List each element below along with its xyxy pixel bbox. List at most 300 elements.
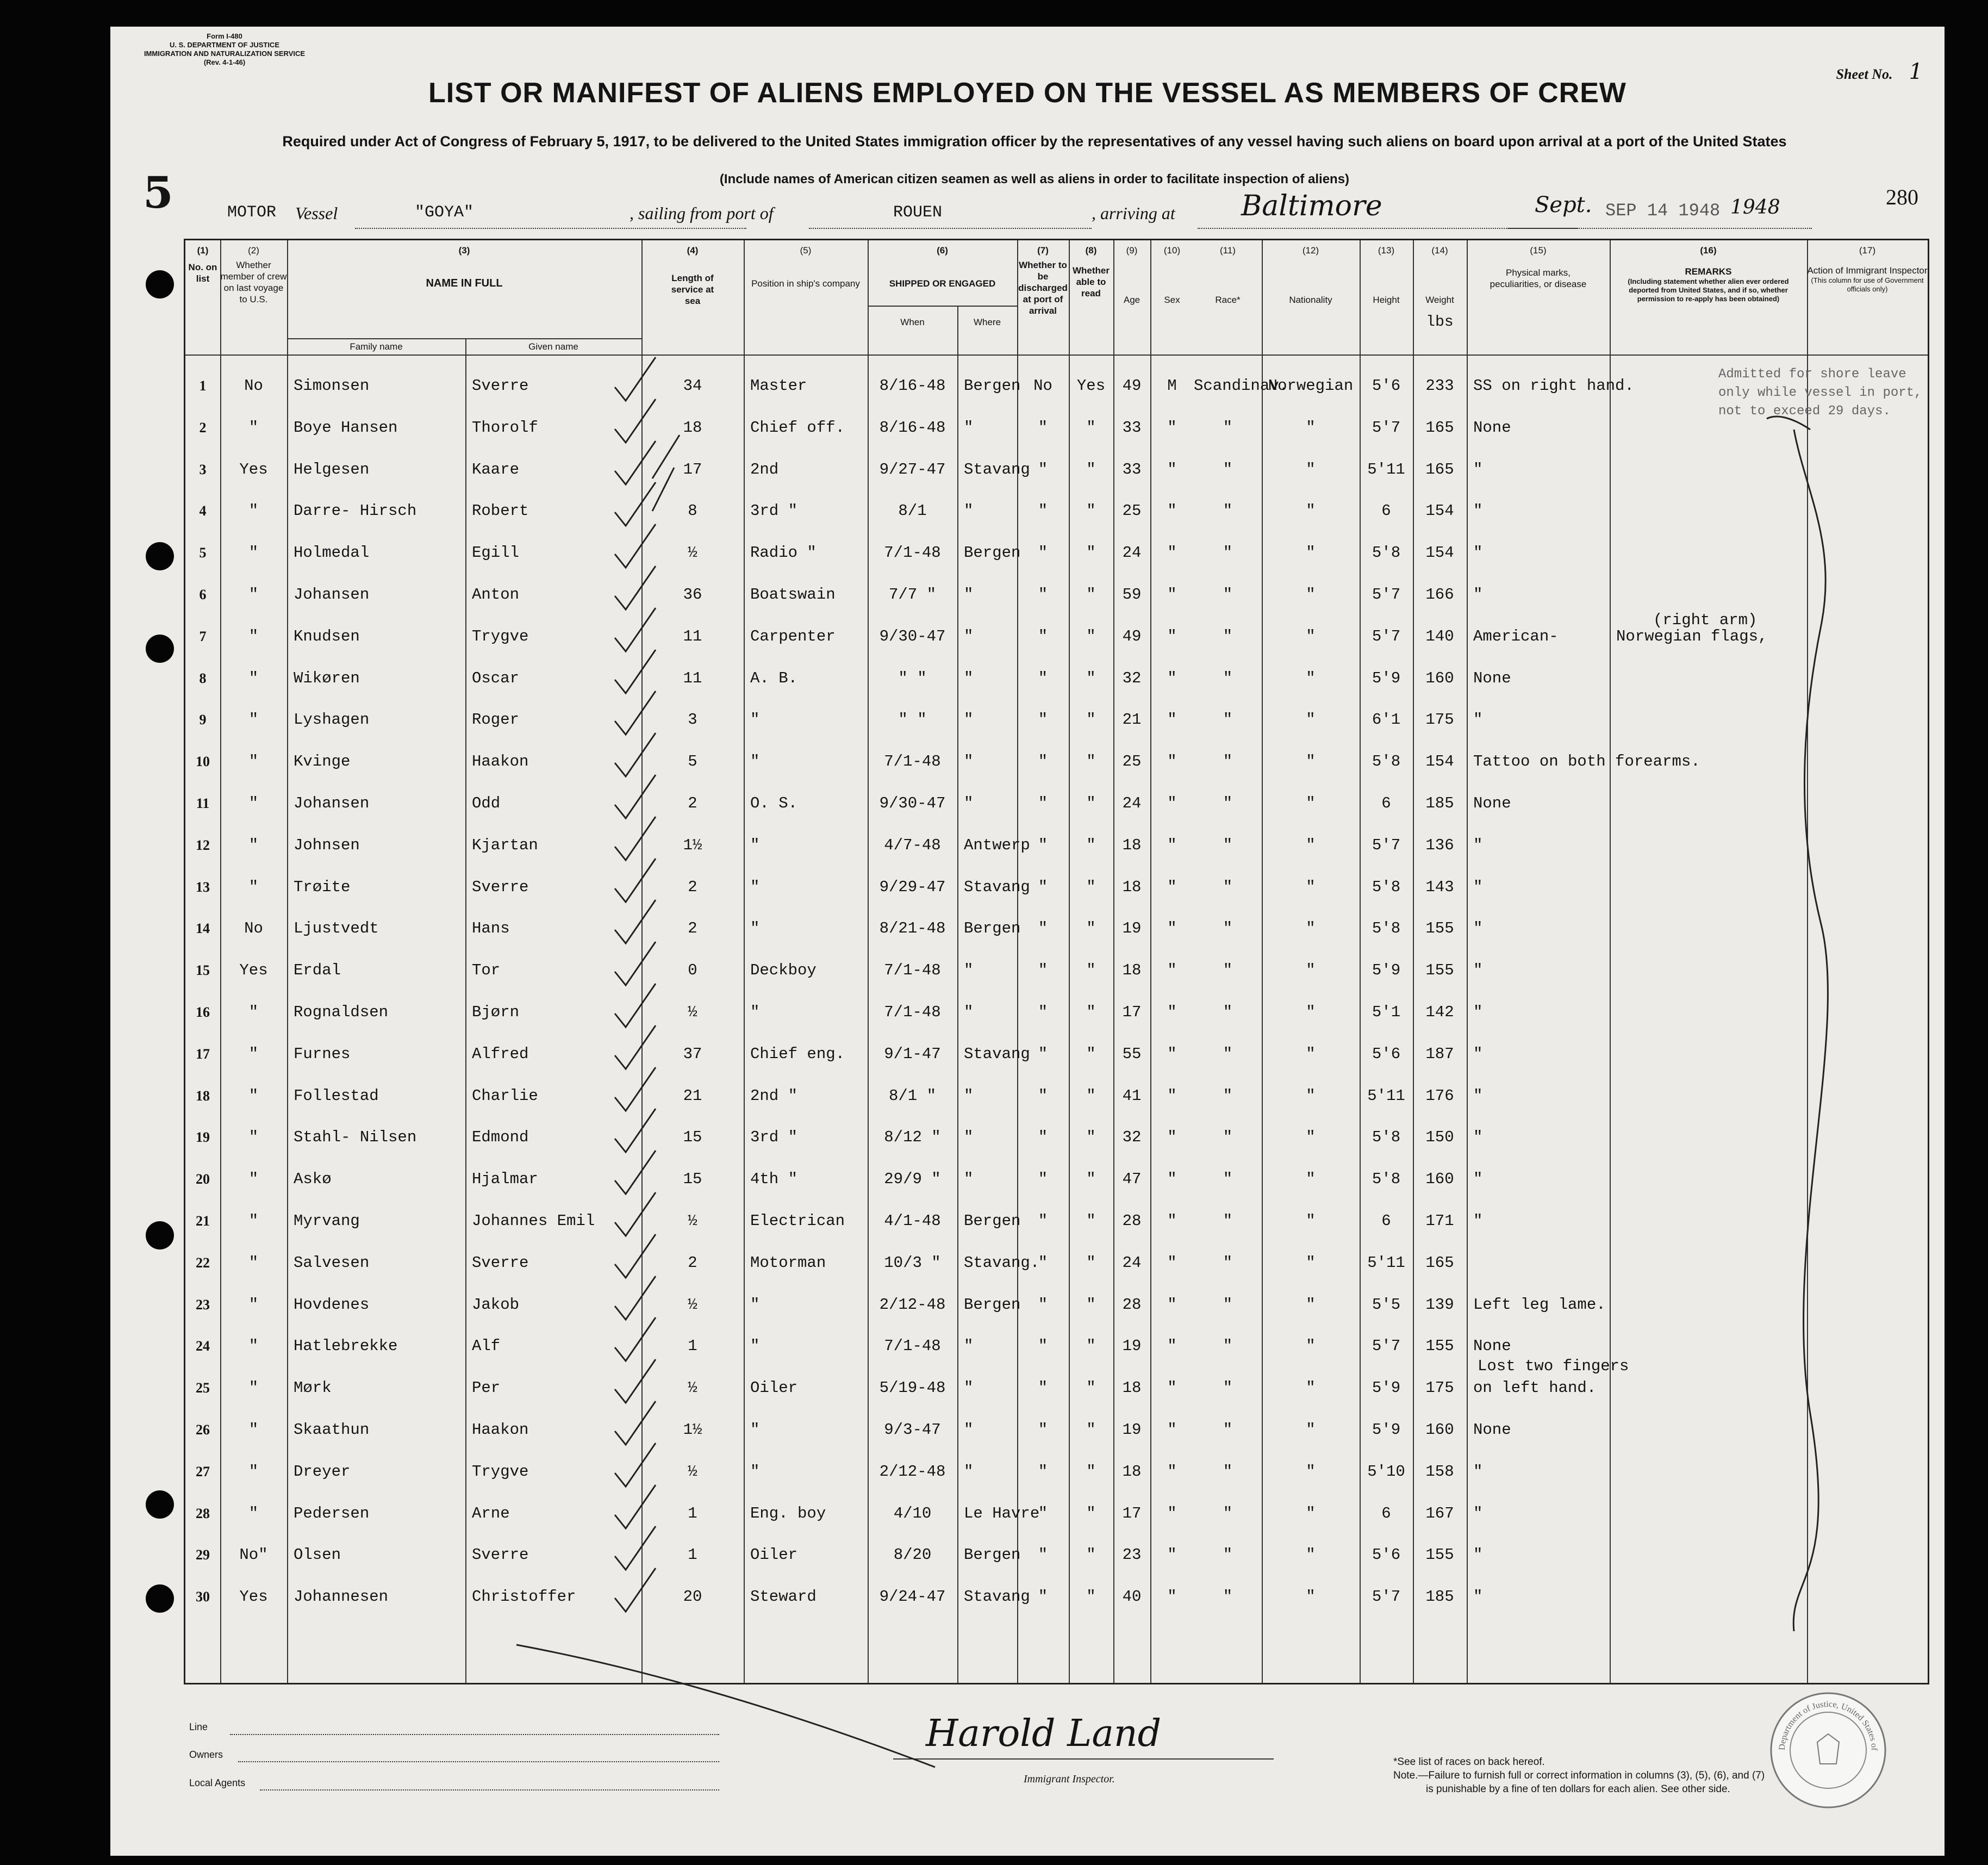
row-number: 5 xyxy=(199,545,207,561)
prev-voyage: " xyxy=(248,794,259,812)
physical-marks: " xyxy=(1473,961,1483,980)
position: O. S. xyxy=(750,794,798,812)
race: " xyxy=(1223,794,1233,812)
family-name: Kvinge xyxy=(294,753,351,771)
service-length: ½ xyxy=(688,544,697,562)
engaged-when: 9/30-47 xyxy=(879,627,946,645)
race: " xyxy=(1223,919,1233,938)
prev-voyage: " xyxy=(248,502,259,520)
weight: 136 xyxy=(1425,836,1454,854)
discharge: " xyxy=(1038,1337,1048,1356)
given-name: Hans xyxy=(472,919,510,938)
engaged-where: " xyxy=(964,586,974,604)
prev-voyage: " xyxy=(248,1128,259,1147)
family-name: Lyshagen xyxy=(294,711,370,729)
family-name: Dreyer xyxy=(294,1462,351,1481)
row-number: 30 xyxy=(196,1589,210,1605)
able-read: " xyxy=(1086,1379,1096,1397)
age: 28 xyxy=(1122,1295,1142,1314)
able-read: " xyxy=(1086,1337,1096,1356)
discharge: " xyxy=(1038,711,1048,729)
discharge: " xyxy=(1038,1253,1048,1272)
physical-marks: None xyxy=(1473,794,1511,812)
row-number: 25 xyxy=(196,1380,210,1396)
weight: 155 xyxy=(1425,961,1454,980)
height: 5'7 xyxy=(1372,836,1401,854)
engaged-when: 8/16-48 xyxy=(879,377,946,395)
weight: 160 xyxy=(1425,1170,1454,1189)
weight: 165 xyxy=(1425,460,1454,478)
age: 17 xyxy=(1122,1003,1142,1021)
engaged-when: 7/1-48 xyxy=(884,1003,941,1021)
weight: 154 xyxy=(1425,753,1454,771)
family-name: Trøite xyxy=(294,878,351,896)
service-length: 2 xyxy=(688,794,697,812)
vessel-label: Vessel xyxy=(295,203,338,223)
age: 28 xyxy=(1122,1212,1142,1230)
height: 5'7 xyxy=(1372,418,1401,437)
physical-marks: SS on right hand. xyxy=(1473,377,1634,395)
physical-marks: " xyxy=(1473,1170,1483,1189)
nationality: " xyxy=(1306,1128,1316,1147)
prev-voyage: " xyxy=(248,1003,259,1021)
position: Electrican xyxy=(750,1212,845,1230)
page-stamp: 280 xyxy=(1886,185,1918,209)
col14-header: (14) Weight lbs xyxy=(1425,245,1454,331)
race: " xyxy=(1223,1337,1233,1356)
sex: " xyxy=(1167,1546,1177,1564)
engaged-where: Stavang xyxy=(964,878,1030,896)
sailing-port: ROUEN xyxy=(893,203,943,222)
prev-voyage: No xyxy=(244,377,263,395)
race: " xyxy=(1223,460,1233,478)
weight: 165 xyxy=(1425,418,1454,437)
owners-label: Owners xyxy=(189,1749,223,1760)
position: " xyxy=(750,836,760,854)
position: Oiler xyxy=(750,1379,798,1397)
nationality: " xyxy=(1306,1379,1316,1397)
nationality: " xyxy=(1306,836,1316,854)
sex: " xyxy=(1167,460,1177,478)
row-number: 9 xyxy=(199,712,207,728)
able-read: " xyxy=(1086,961,1096,980)
prev-voyage: No xyxy=(244,919,263,938)
row-number: 3 xyxy=(199,461,207,477)
nationality: " xyxy=(1306,919,1316,938)
engaged-where: Bergen xyxy=(964,377,1021,395)
race: " xyxy=(1223,1295,1233,1314)
discharge: " xyxy=(1038,1462,1048,1481)
col3-family-header: Family name xyxy=(350,341,403,352)
prev-voyage: Yes xyxy=(239,460,268,478)
given-name: Charlie xyxy=(472,1086,538,1105)
engaged-when: 2/12-48 xyxy=(879,1462,946,1481)
row-number: 4 xyxy=(199,503,207,519)
able-read: " xyxy=(1086,418,1096,437)
nationality: " xyxy=(1306,1421,1316,1439)
service-length: 37 xyxy=(683,1045,702,1063)
arrival-date-stamp: SEP 14 1948 xyxy=(1605,201,1721,221)
sex: " xyxy=(1167,502,1177,520)
nationality: " xyxy=(1306,753,1316,771)
race: " xyxy=(1223,753,1233,771)
note-fine-cont: is punishable by a fine of ten dollars for each alien. See other side. xyxy=(1426,1783,1730,1795)
row-number: 21 xyxy=(196,1213,210,1229)
sex: " xyxy=(1167,794,1177,812)
svg-text:Department of Justice, United: Department of Justice, United States of xyxy=(1777,1699,1879,1751)
family-name: Hovdenes xyxy=(294,1295,370,1314)
age: 59 xyxy=(1122,586,1142,604)
position: " xyxy=(750,1421,760,1439)
service-length: 15 xyxy=(683,1170,702,1189)
position: Deckboy xyxy=(750,961,817,980)
service-length: 17 xyxy=(683,460,702,478)
position: Radio " xyxy=(750,544,817,562)
nationality: " xyxy=(1306,460,1316,478)
physical-marks: None xyxy=(1473,1337,1511,1356)
discharge: " xyxy=(1038,1003,1048,1021)
weight: 175 xyxy=(1425,1379,1454,1397)
given-name: Egill xyxy=(472,544,520,562)
sex: " xyxy=(1167,544,1177,562)
height: 5'8 xyxy=(1372,1170,1401,1189)
family-name: Askø xyxy=(294,1170,332,1189)
nationality: " xyxy=(1306,1462,1316,1481)
sheet-number-value: 1 xyxy=(1909,59,1923,84)
family-name: Hatlebrekke xyxy=(294,1337,398,1356)
given-name: Arne xyxy=(472,1504,510,1522)
family-name: Follestad xyxy=(294,1086,379,1105)
col3-given-header: Given name xyxy=(528,341,578,352)
row-number: 20 xyxy=(196,1171,210,1188)
physical-marks: " xyxy=(1473,1045,1483,1063)
weight: 171 xyxy=(1425,1212,1454,1230)
able-read: " xyxy=(1086,1003,1096,1021)
age: 18 xyxy=(1122,1379,1142,1397)
weight: 155 xyxy=(1425,1337,1454,1356)
prev-voyage: " xyxy=(248,418,259,437)
discharge: " xyxy=(1038,669,1048,687)
able-read: " xyxy=(1086,1295,1096,1314)
service-length: 2 xyxy=(688,878,697,896)
height: 5'8 xyxy=(1372,544,1401,562)
inspector-signature: Harold Land xyxy=(926,1712,1162,1755)
weight: 167 xyxy=(1425,1504,1454,1522)
family-name: Rognaldsen xyxy=(294,1003,389,1021)
discharge: " xyxy=(1038,544,1048,562)
form-rev: (Rev. 4-1-46) xyxy=(203,58,246,66)
sex: " xyxy=(1167,669,1177,687)
able-read: " xyxy=(1086,1086,1096,1105)
given-name: Alf xyxy=(472,1337,501,1356)
col10-header: (10) Sex xyxy=(1163,245,1181,305)
position: Motorman xyxy=(750,1253,826,1272)
height: 5'7 xyxy=(1372,586,1401,604)
height: 5'9 xyxy=(1372,1379,1401,1397)
family-name: Johnsen xyxy=(294,836,360,854)
engaged-where: " xyxy=(964,1421,974,1439)
nationality: " xyxy=(1306,794,1316,812)
prev-voyage: " xyxy=(248,544,259,562)
nationality: " xyxy=(1306,961,1316,980)
nationality: " xyxy=(1306,1253,1316,1272)
physical-marks: " xyxy=(1473,1212,1483,1230)
able-read: " xyxy=(1086,627,1096,645)
engaged-where: " xyxy=(964,1379,974,1397)
service-length: 1½ xyxy=(683,836,702,854)
age: 18 xyxy=(1122,878,1142,896)
family-name: Skaathun xyxy=(294,1421,370,1439)
form-dept: U. S. DEPARTMENT OF JUSTICE xyxy=(170,41,279,49)
nationality: " xyxy=(1306,1212,1316,1230)
physical-marks: " xyxy=(1473,1086,1483,1105)
height: 5'7 xyxy=(1372,1588,1401,1606)
able-read: " xyxy=(1086,836,1096,854)
weight: 187 xyxy=(1425,1045,1454,1063)
sex: " xyxy=(1167,586,1177,604)
service-length: 1 xyxy=(688,1504,697,1522)
nationality: " xyxy=(1306,878,1316,896)
race: " xyxy=(1223,1212,1233,1230)
discharge: " xyxy=(1038,878,1048,896)
engaged-when: 9/3-47 xyxy=(884,1421,941,1439)
discharge: " xyxy=(1038,460,1048,478)
position: Eng. boy xyxy=(750,1504,826,1522)
sex: " xyxy=(1167,1379,1177,1397)
engaged-when: 8/21-48 xyxy=(879,919,946,938)
race: " xyxy=(1223,1379,1233,1397)
physical-marks: Tattoo on both forearms. xyxy=(1473,753,1700,771)
discharge: No xyxy=(1033,377,1052,395)
family-name: Furnes xyxy=(294,1045,351,1063)
race: " xyxy=(1223,544,1233,562)
position: " xyxy=(750,878,760,896)
able-read: " xyxy=(1086,878,1096,896)
prev-voyage: " xyxy=(248,1045,259,1063)
engaged-when: 9/29-47 xyxy=(879,878,946,896)
service-length: 18 xyxy=(683,418,702,437)
family-name: Erdal xyxy=(294,961,341,980)
height: 5'8 xyxy=(1372,878,1401,896)
given-name: Hjalmar xyxy=(472,1170,538,1189)
able-read: " xyxy=(1086,1253,1096,1272)
given-name: Bjørn xyxy=(472,1003,520,1021)
service-length: ½ xyxy=(688,1003,697,1021)
nationality: Norwegian xyxy=(1268,377,1354,395)
weight: 154 xyxy=(1425,502,1454,520)
row-number: 29 xyxy=(196,1547,210,1563)
subtitle-instruction: (Include names of American citizen seamen as well as aliens in order to facilitate inspection of aliens) xyxy=(719,172,1350,186)
arrival-date-hand: Sept. xyxy=(1535,192,1592,217)
engaged-when: 8/1 xyxy=(898,502,927,520)
position: " xyxy=(750,753,760,771)
engaged-when: 7/1-48 xyxy=(884,961,941,980)
race: Scandinav. xyxy=(1194,377,1289,395)
row-number: 17 xyxy=(196,1046,210,1062)
able-read: " xyxy=(1086,1421,1096,1439)
sex: " xyxy=(1167,836,1177,854)
age: 18 xyxy=(1122,836,1142,854)
engaged-when: 4/1-48 xyxy=(884,1212,941,1230)
able-read: " xyxy=(1086,1045,1096,1063)
discharge: " xyxy=(1038,502,1048,520)
height: 5'6 xyxy=(1372,1045,1401,1063)
given-name: Jakob xyxy=(472,1295,520,1314)
race: " xyxy=(1223,1588,1233,1606)
nationality: " xyxy=(1306,502,1316,520)
given-name: Thorolf xyxy=(472,418,538,437)
col3-header: (3) NAME IN FULL xyxy=(426,245,503,289)
service-length: 5 xyxy=(688,753,697,771)
nationality: " xyxy=(1306,544,1316,562)
col9-header: (9) Age xyxy=(1123,245,1141,305)
able-read: " xyxy=(1086,1170,1096,1189)
engaged-when: 4/7-48 xyxy=(884,836,941,854)
engaged-when: " " xyxy=(898,669,927,687)
form-service: IMMIGRATION AND NATURALIZATION SERVICE xyxy=(144,49,306,58)
prev-voyage: " xyxy=(248,1086,259,1105)
race: " xyxy=(1223,1462,1233,1481)
nationality: " xyxy=(1306,1170,1316,1189)
given-name: Anton xyxy=(472,586,520,604)
age: 19 xyxy=(1122,1421,1142,1439)
engaged-when: 9/30-47 xyxy=(879,794,946,812)
weight: 166 xyxy=(1425,586,1454,604)
age: 24 xyxy=(1122,794,1142,812)
engaged-where: " xyxy=(964,669,974,687)
height: 5'8 xyxy=(1372,1128,1401,1147)
engaged-where: Bergen xyxy=(964,919,1021,938)
physical-marks: " xyxy=(1473,711,1483,729)
able-read: " xyxy=(1086,753,1096,771)
sex: " xyxy=(1167,1212,1177,1230)
prev-voyage: " xyxy=(248,836,259,854)
engaged-where: " xyxy=(964,1337,974,1356)
given-name: Roger xyxy=(472,711,520,729)
physical-marks: on left hand. xyxy=(1473,1379,1597,1397)
prev-voyage: " xyxy=(248,627,259,645)
physical-marks: None xyxy=(1473,1421,1511,1439)
height: 5'7 xyxy=(1372,1337,1401,1356)
row-number: 15 xyxy=(196,962,210,979)
prev-voyage: No" xyxy=(239,1546,268,1564)
race: " xyxy=(1223,669,1233,687)
weight: 160 xyxy=(1425,1421,1454,1439)
col6-where-header: Where xyxy=(973,317,1001,327)
weight: 233 xyxy=(1425,377,1454,395)
prev-voyage: " xyxy=(248,1337,259,1356)
able-read: " xyxy=(1086,669,1096,687)
engaged-when: 8/16-48 xyxy=(879,418,946,437)
race: " xyxy=(1223,627,1233,645)
position: 2nd xyxy=(750,460,779,478)
engaged-when: 9/24-47 xyxy=(879,1588,946,1606)
col2-header: (2) Whether member of crew on last voyage to U.S. xyxy=(220,245,287,304)
physical-marks: Left leg lame. xyxy=(1473,1295,1606,1314)
engaged-where: Stavang xyxy=(964,460,1030,478)
sex: " xyxy=(1167,1128,1177,1147)
physical-marks: " xyxy=(1473,460,1483,478)
engaged-when: 5/19-48 xyxy=(879,1379,946,1397)
sex: " xyxy=(1167,1504,1177,1522)
height: 6 xyxy=(1381,502,1391,520)
race: " xyxy=(1223,711,1233,729)
family-name: Simonsen xyxy=(294,377,370,395)
engaged-where: Antwerp xyxy=(964,836,1030,854)
sex: " xyxy=(1167,1253,1177,1272)
weight: 176 xyxy=(1425,1086,1454,1105)
height: 5'8 xyxy=(1372,753,1401,771)
age: 55 xyxy=(1122,1045,1142,1063)
discharge: " xyxy=(1038,1421,1048,1439)
sailing-label: , sailing from port of xyxy=(630,203,774,223)
engaged-where: " xyxy=(964,1086,974,1105)
race: " xyxy=(1223,1086,1233,1105)
sheet-mark: 5 xyxy=(143,167,173,218)
able-read: " xyxy=(1086,460,1096,478)
engaged-when: 7/1-48 xyxy=(884,753,941,771)
family-name: Stahl- Nilsen xyxy=(294,1128,417,1147)
race: " xyxy=(1223,418,1233,437)
height: 6 xyxy=(1381,794,1391,812)
height: 5'1 xyxy=(1372,1003,1401,1021)
position: " xyxy=(750,1295,760,1314)
sex: " xyxy=(1167,1588,1177,1606)
position: Chief eng. xyxy=(750,1045,845,1063)
motor-label: MOTOR xyxy=(227,203,277,222)
weight: 140 xyxy=(1425,627,1454,645)
engaged-where: " xyxy=(964,1170,974,1189)
sex: " xyxy=(1167,418,1177,437)
height: 5'6 xyxy=(1372,1546,1401,1564)
given-name: Christoffer xyxy=(472,1588,576,1606)
inspector-caption: Immigrant Inspector. xyxy=(1024,1773,1115,1785)
able-read: " xyxy=(1086,1462,1096,1481)
able-read: " xyxy=(1086,586,1096,604)
age: 33 xyxy=(1122,418,1142,437)
height: 6 xyxy=(1381,1212,1391,1230)
sex: " xyxy=(1167,1045,1177,1063)
arrival-port: Baltimore xyxy=(1241,190,1382,222)
position: 4th " xyxy=(750,1170,798,1189)
row-number: 24 xyxy=(196,1338,210,1354)
discharge: " xyxy=(1038,586,1048,604)
family-name: Helgesen xyxy=(294,460,370,478)
nationality: " xyxy=(1306,627,1316,645)
race: " xyxy=(1223,1045,1233,1063)
physical-marks: " xyxy=(1473,1462,1483,1481)
position: 3rd " xyxy=(750,502,798,520)
weight: 139 xyxy=(1425,1295,1454,1314)
prev-voyage: " xyxy=(248,1295,259,1314)
engaged-where: " xyxy=(964,627,974,645)
physical-marks-top: Lost two fingers xyxy=(1478,1357,1629,1376)
height: 5'11 xyxy=(1367,460,1405,478)
physical-marks: " xyxy=(1473,1546,1483,1564)
family-name: Wikøren xyxy=(294,669,360,687)
engaged-where: Stavang xyxy=(964,1045,1030,1063)
age: 33 xyxy=(1122,460,1142,478)
arrival-date-year: 1948 xyxy=(1730,196,1780,219)
row-number: 23 xyxy=(196,1296,210,1313)
col8-header: (8) Whether able to read xyxy=(1073,245,1110,299)
service-length: 15 xyxy=(683,1128,702,1147)
given-name: Kjartan xyxy=(472,836,538,854)
race: " xyxy=(1223,1546,1233,1564)
engaged-when: " " xyxy=(898,711,927,729)
engaged-when: 7/1-48 xyxy=(884,544,941,562)
service-length: ½ xyxy=(688,1212,697,1230)
